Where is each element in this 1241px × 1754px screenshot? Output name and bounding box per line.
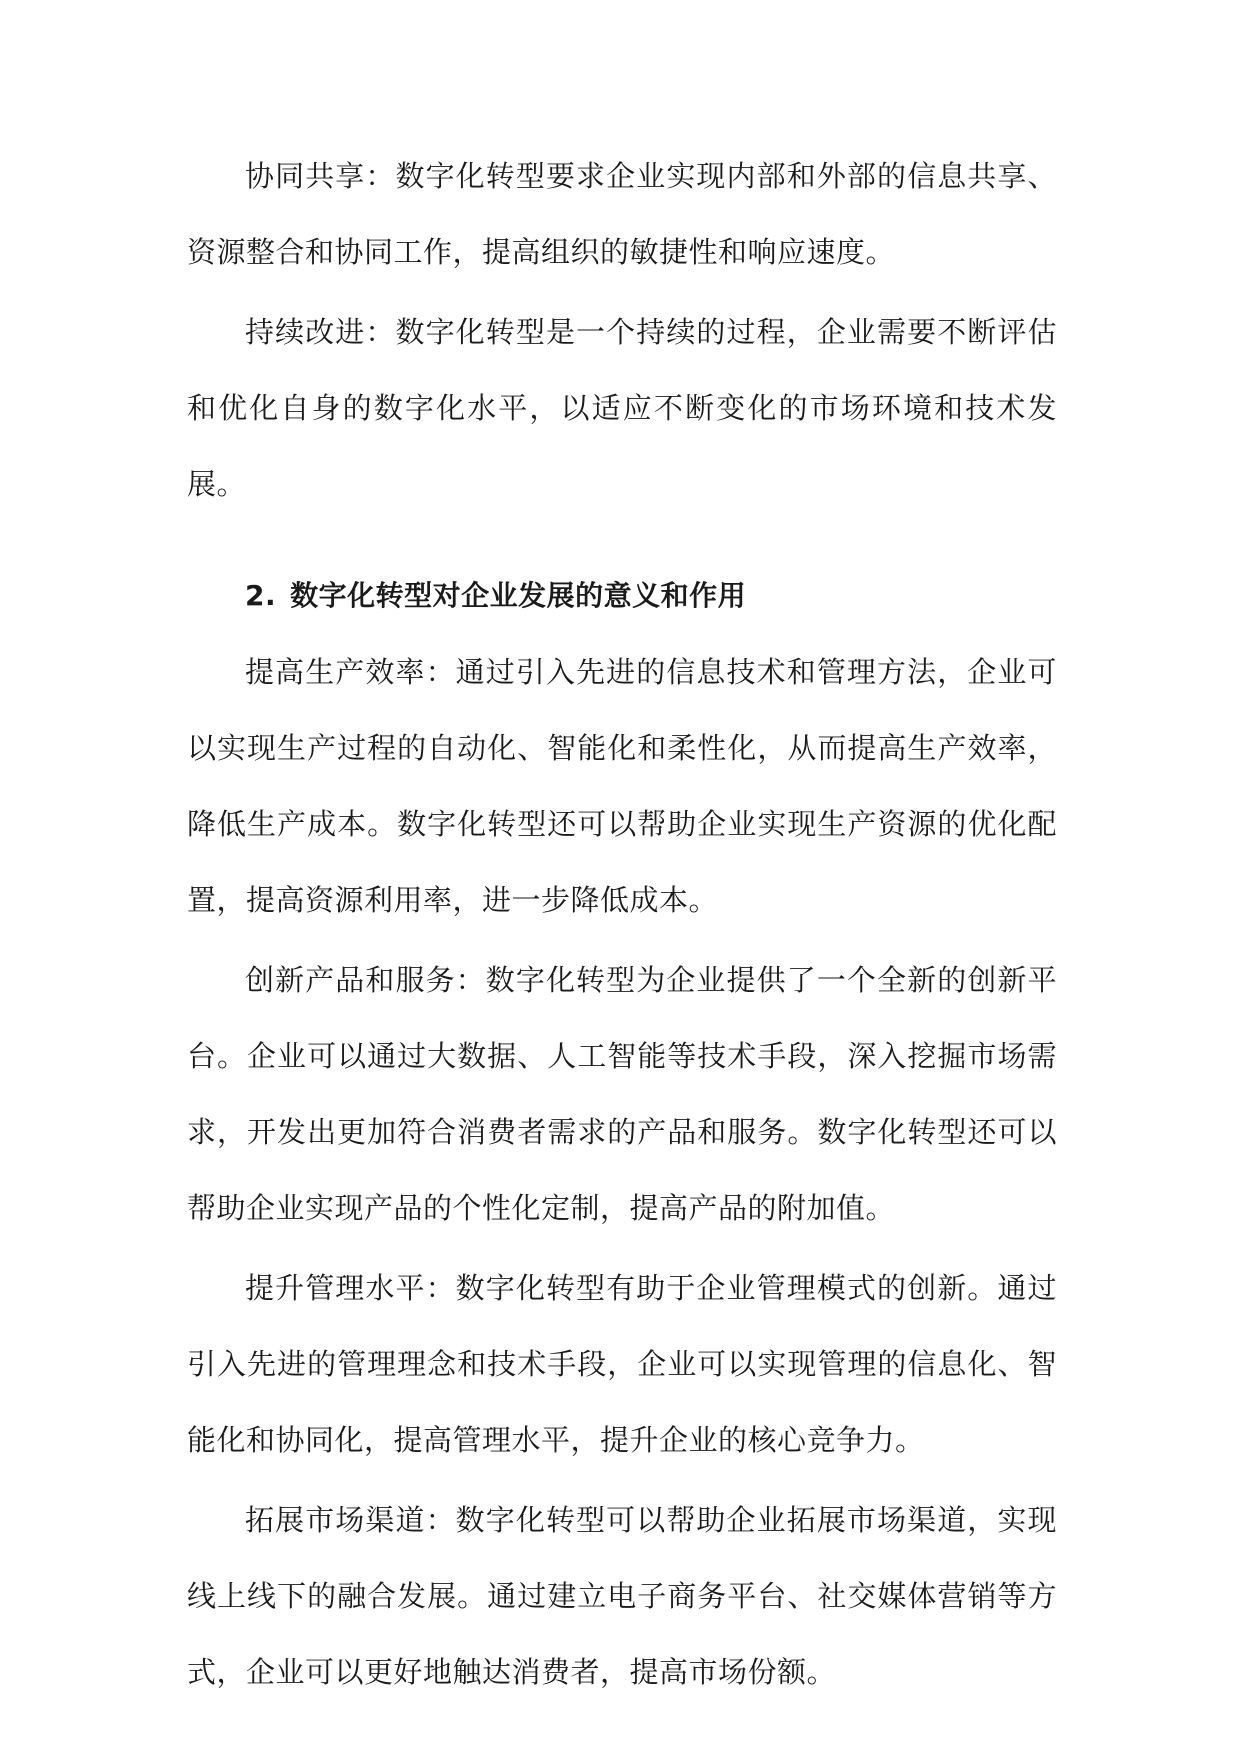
section-number: 2. bbox=[245, 579, 277, 612]
paragraph-product-innovation: 创新产品和服务：数字化转型为企业提供了一个全新的创新平台。企业可以通过大数据、人工智能等技术手段，深入挖掘市场需求，开发出更加符合消费者需求的产品和服务。数字化转型还可以帮助企业实现产品的个性化定制，提高产品的附加值。 bbox=[187, 963, 1057, 1225]
paragraph-production-efficiency: 提高生产效率：通过引入先进的信息技术和管理方法，企业可以实现生产过程的自动化、智能化和柔性化，从而提高生产效率，降低生产成本。数字化转型还可以帮助企业实现生产资源的优化配置，提高资源利用率，进一步降低成本。 bbox=[187, 655, 1057, 917]
paragraph-collaborative-sharing: 协同共享：数字化转型要求企业实现内部和外部的信息共享、资源整合和协同工作，提高组织的敏捷性和响应速度。 bbox=[187, 159, 1057, 269]
paragraph-management-level: 提升管理水平：数字化转型有助于企业管理模式的创新。通过引入先进的管理理念和技术手段，企业可以实现管理的信息化、智能化和协同化，提高管理水平，提升企业的核心竞争力。 bbox=[187, 1271, 1057, 1457]
section-title: 数字化转型对企业发展的意义和作用 bbox=[290, 579, 747, 612]
paragraph-continuous-improvement: 持续改进：数字化转型是一个持续的过程，企业需要不断评估和优化自身的数字化水平，以适应不断变化的市场环境和技术发展。 bbox=[187, 315, 1057, 501]
section-heading bbox=[187, 558, 1057, 634]
document-body bbox=[187, 138, 1057, 1710]
paragraph-market-channels: 拓展市场渠道：数字化转型可以帮助企业拓展市场渠道，实现线上线下的融合发展。通过建立电子商务平台、社交媒体营销等方式，企业可以更好地触达消费者，提高市场份额。 bbox=[187, 1503, 1057, 1689]
